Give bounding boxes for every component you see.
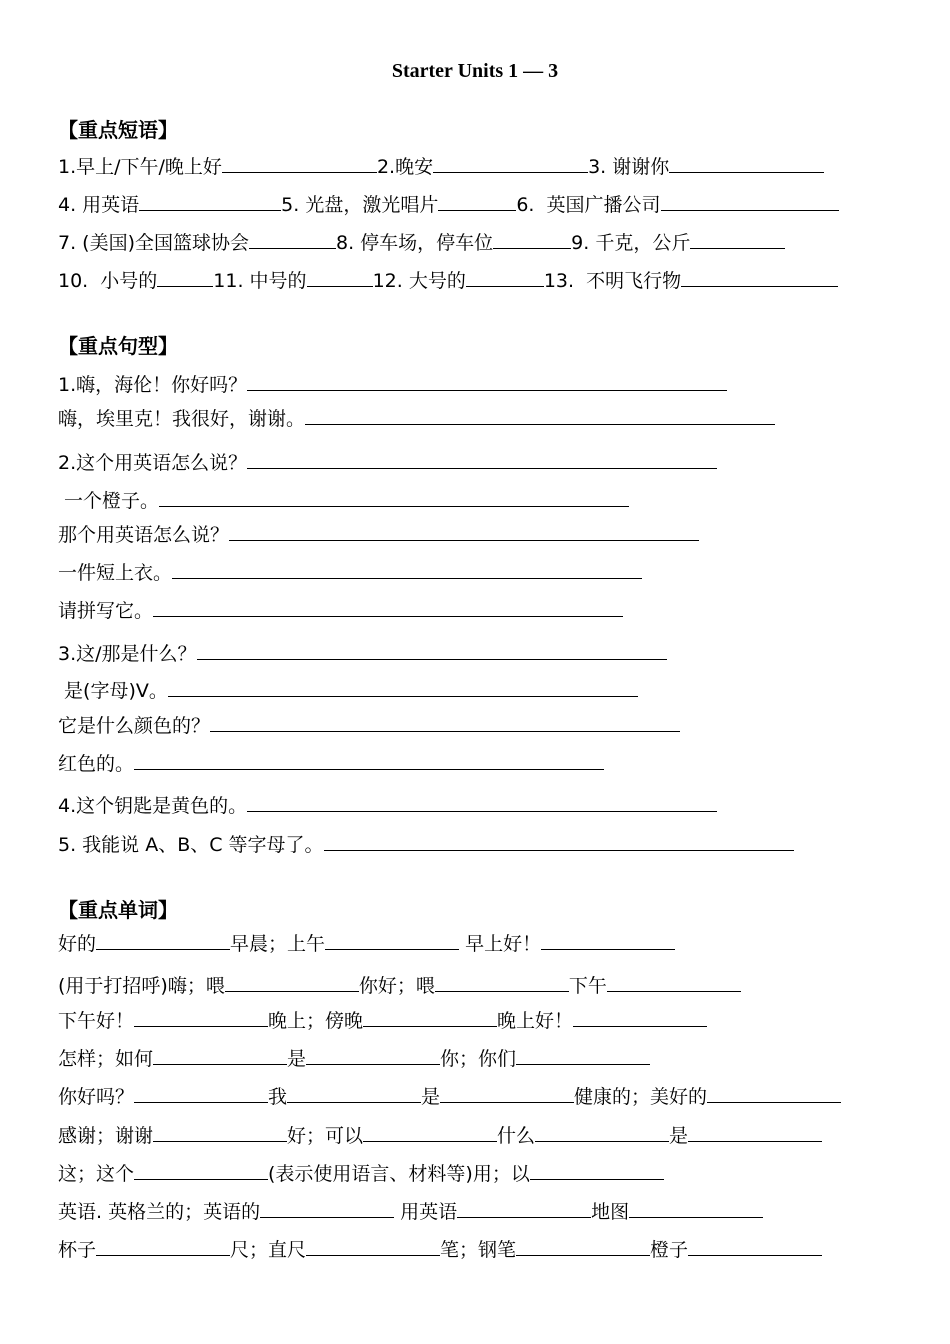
answer-blank[interactable]	[229, 522, 699, 541]
word-label: 是	[287, 1048, 307, 1070]
answer-blank[interactable]	[134, 751, 604, 770]
sentence-label: 一件短上衣。	[58, 562, 173, 584]
phrase-row	[58, 268, 838, 294]
answer-blank[interactable]	[363, 1123, 497, 1142]
word-label: 是	[421, 1086, 441, 1108]
answer-blank[interactable]	[433, 154, 588, 173]
word-label: (用于打招呼)嗨；喂	[58, 975, 225, 997]
word-label: (表示使用语言、材料等)用；以	[268, 1163, 530, 1185]
answer-blank[interactable]	[493, 230, 571, 249]
word-label: 好的	[58, 933, 97, 955]
sentence-label: 请拼写它。	[58, 600, 154, 622]
phrase-row	[58, 192, 839, 218]
answer-blank[interactable]	[96, 931, 230, 950]
sentence-label: 是(字母)V。	[58, 680, 168, 702]
answer-blank[interactable]	[607, 973, 741, 992]
answer-blank[interactable]	[535, 1123, 669, 1142]
answer-blank[interactable]	[134, 1161, 268, 1180]
sentence-row	[58, 372, 727, 398]
answer-blank[interactable]	[168, 678, 638, 697]
section-heading-phrases: 【重点短语】	[58, 118, 178, 142]
word-label: 健康的；美好的	[574, 1086, 708, 1108]
answer-blank[interactable]	[516, 1237, 650, 1256]
word-label: 你好；喂	[358, 975, 435, 997]
answer-blank[interactable]	[153, 598, 623, 617]
answer-blank[interactable]	[260, 1199, 394, 1218]
answer-blank[interactable]	[530, 1161, 664, 1180]
answer-blank[interactable]	[440, 1084, 574, 1103]
answer-blank[interactable]	[247, 372, 727, 391]
phrase-label: 13. 不明飞行物	[543, 270, 682, 292]
sentence-row	[58, 488, 629, 514]
answer-blank[interactable]	[690, 230, 785, 249]
word-row	[58, 1199, 763, 1225]
answer-blank[interactable]	[134, 1084, 268, 1103]
answer-blank[interactable]	[225, 973, 359, 992]
word-row	[58, 1008, 707, 1034]
sentence-label: 它是什么颜色的？	[58, 715, 211, 737]
answer-blank[interactable]	[688, 1237, 822, 1256]
sentence-row	[58, 751, 604, 777]
answer-blank[interactable]	[325, 931, 459, 950]
word-label: 杯子	[58, 1239, 97, 1261]
answer-blank[interactable]	[247, 450, 717, 469]
answer-blank[interactable]	[457, 1199, 591, 1218]
word-label: 英语. 英格兰的；英语的	[58, 1201, 261, 1223]
word-label: 我	[268, 1086, 288, 1108]
word-label: 好；可以	[287, 1125, 364, 1147]
sentence-row	[58, 793, 717, 819]
sentence-label: 红色的。	[58, 753, 135, 775]
phrase-row	[58, 230, 785, 256]
phrase-label: 7. (美国)全国篮球协会	[58, 232, 249, 254]
phrase-label: 10. 小号的	[58, 270, 158, 292]
answer-blank[interactable]	[681, 268, 838, 287]
sentence-label: 嗨，埃里克！我很好，谢谢。	[58, 408, 306, 430]
word-label: 早上好！	[459, 933, 542, 955]
phrase-label: 9. 千克，公斤	[571, 232, 691, 254]
answer-blank[interactable]	[210, 713, 680, 732]
phrase-label: 1.早上/下午/晚上好	[58, 156, 222, 178]
answer-blank[interactable]	[516, 1046, 650, 1065]
word-row	[58, 931, 675, 957]
sentence-label: 3.这/那是什么？	[58, 643, 197, 665]
answer-blank[interactable]	[287, 1084, 421, 1103]
sentence-row	[58, 598, 623, 624]
word-row	[58, 1123, 822, 1149]
sentence-row	[58, 832, 794, 858]
answer-blank[interactable]	[172, 560, 642, 579]
section-heading-words: 【重点单词】	[58, 898, 178, 922]
phrase-label: 11. 中号的	[213, 270, 307, 292]
sentence-row	[58, 450, 717, 476]
word-label: 这；这个	[58, 1163, 135, 1185]
answer-blank[interactable]	[307, 268, 373, 287]
answer-blank[interactable]	[707, 1084, 841, 1103]
word-label: 感谢；谢谢	[58, 1125, 154, 1147]
answer-blank[interactable]	[134, 1008, 268, 1027]
phrase-row	[58, 154, 824, 180]
phrase-label: 3. 谢谢你	[588, 156, 670, 178]
word-label: 下午	[568, 975, 607, 997]
phrase-label: 2.晚安	[376, 156, 434, 178]
word-label: 你好吗？	[58, 1086, 135, 1108]
phrase-label: 4. 用英语	[58, 194, 140, 216]
sentence-label: 一个橙子。	[58, 490, 160, 512]
answer-blank[interactable]	[573, 1008, 707, 1027]
answer-blank[interactable]	[153, 1046, 287, 1065]
answer-blank[interactable]	[435, 973, 569, 992]
answer-blank[interactable]	[306, 1046, 440, 1065]
answer-blank[interactable]	[363, 1008, 497, 1027]
sentence-label: 5. 我能说 A、B、C 等字母了。	[58, 834, 324, 856]
word-label: 是	[669, 1125, 689, 1147]
word-row	[58, 1237, 822, 1263]
sentence-row	[58, 678, 638, 704]
word-label: 用英语	[394, 1201, 458, 1223]
answer-blank[interactable]	[541, 931, 675, 950]
word-label: 下午好！	[58, 1010, 135, 1032]
sentence-label: 4.这个钥匙是黄色的。	[58, 795, 248, 817]
word-label: 什么	[497, 1125, 536, 1147]
answer-blank[interactable]	[688, 1123, 822, 1142]
word-row	[58, 973, 741, 999]
word-label: 早晨；上午	[230, 933, 326, 955]
word-label: 晚上；傍晚	[268, 1010, 364, 1032]
word-label: 晚上好！	[497, 1010, 574, 1032]
answer-blank[interactable]	[197, 641, 667, 660]
word-row	[58, 1084, 841, 1110]
section-heading-sentences: 【重点句型】	[58, 334, 178, 358]
sentence-label: 1.嗨，海伦！你好吗？	[58, 374, 248, 396]
answer-blank[interactable]	[157, 268, 213, 287]
phrase-label: 5. 光盘，激光唱片	[281, 194, 439, 216]
word-row	[58, 1046, 650, 1072]
word-label: 橙子	[650, 1239, 689, 1261]
answer-blank[interactable]	[669, 154, 824, 173]
word-label: 尺；直尺	[230, 1239, 307, 1261]
sentence-label: 2.这个用英语怎么说？	[58, 452, 248, 474]
answer-blank[interactable]	[249, 230, 336, 249]
answer-blank[interactable]	[305, 406, 775, 425]
word-label: 地图	[591, 1201, 630, 1223]
answer-blank[interactable]	[629, 1199, 763, 1218]
word-label: 笔；钢笔	[440, 1239, 517, 1261]
phrase-label: 12. 大号的	[372, 270, 466, 292]
sentence-row	[58, 641, 667, 667]
sentence-row	[58, 560, 642, 586]
answer-blank[interactable]	[661, 192, 839, 211]
answer-blank[interactable]	[438, 192, 516, 211]
answer-blank[interactable]	[96, 1237, 230, 1256]
answer-blank[interactable]	[153, 1123, 287, 1142]
answer-blank[interactable]	[466, 268, 544, 287]
word-label: 怎样；如何	[58, 1048, 154, 1070]
phrase-label: 8. 停车场，停车位	[336, 232, 494, 254]
sentence-row	[58, 522, 699, 548]
answer-blank[interactable]	[306, 1237, 440, 1256]
answer-blank[interactable]	[324, 832, 794, 851]
sentence-row	[58, 713, 680, 739]
word-row	[58, 1161, 664, 1187]
page-title: Starter Units 1 — 3	[391, 60, 559, 82]
phrase-label: 6. 英国广播公司	[516, 194, 661, 216]
sentence-row	[58, 406, 775, 432]
answer-blank[interactable]	[222, 154, 377, 173]
word-label: 你；你们	[440, 1048, 517, 1070]
sentence-label: 那个用英语怎么说？	[58, 524, 230, 546]
answer-blank[interactable]	[159, 488, 629, 507]
answer-blank[interactable]	[247, 793, 717, 812]
answer-blank[interactable]	[139, 192, 281, 211]
